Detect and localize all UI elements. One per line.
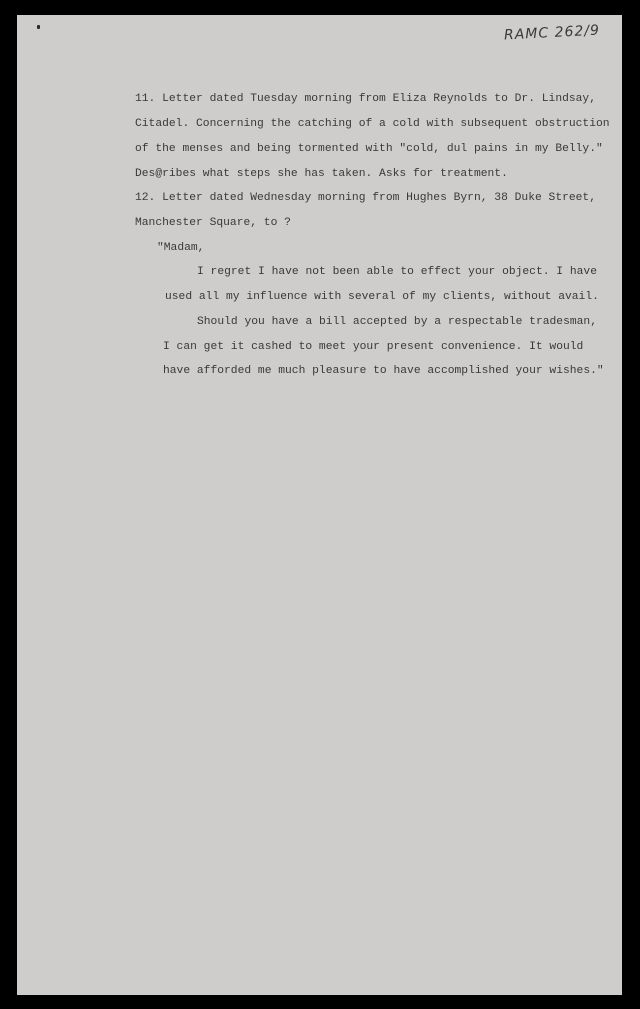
text-line: I regret I have not been able to effect your object. I have — [197, 266, 597, 278]
text-line: have afforded me much pleasure to have accomplished your wishes." — [163, 365, 604, 377]
text-line: I can get it cashed to meet your present convenience. It would — [163, 341, 584, 353]
text-line: 12. Letter dated Wednesday morning from Hughes Byrn, 38 Duke Street, — [135, 192, 596, 204]
archive-reference: RAMC 262/9 — [503, 22, 601, 44]
text-line: Citadel. Concerning the catching of a cold with subsequent obstruction — [135, 118, 610, 130]
text-line: Manchester Square, to ? — [135, 217, 291, 229]
text-line: "Madam, — [157, 242, 205, 254]
text-line: Des@ribes what steps she has taken. Asks for treatment. — [135, 168, 508, 180]
text-line: used all my influence with several of my clients, without avail. — [165, 291, 599, 303]
text-line: Should you have a bill accepted by a respectable tradesman, — [197, 316, 597, 328]
text-line: of the menses and being tormented with "cold, dul pains in my Belly." — [135, 143, 603, 155]
text-line: 11. Letter dated Tuesday morning from Eliza Reynolds to Dr. Lindsay, — [135, 93, 596, 105]
ink-mark — [37, 25, 40, 29]
document-page — [17, 15, 622, 995]
